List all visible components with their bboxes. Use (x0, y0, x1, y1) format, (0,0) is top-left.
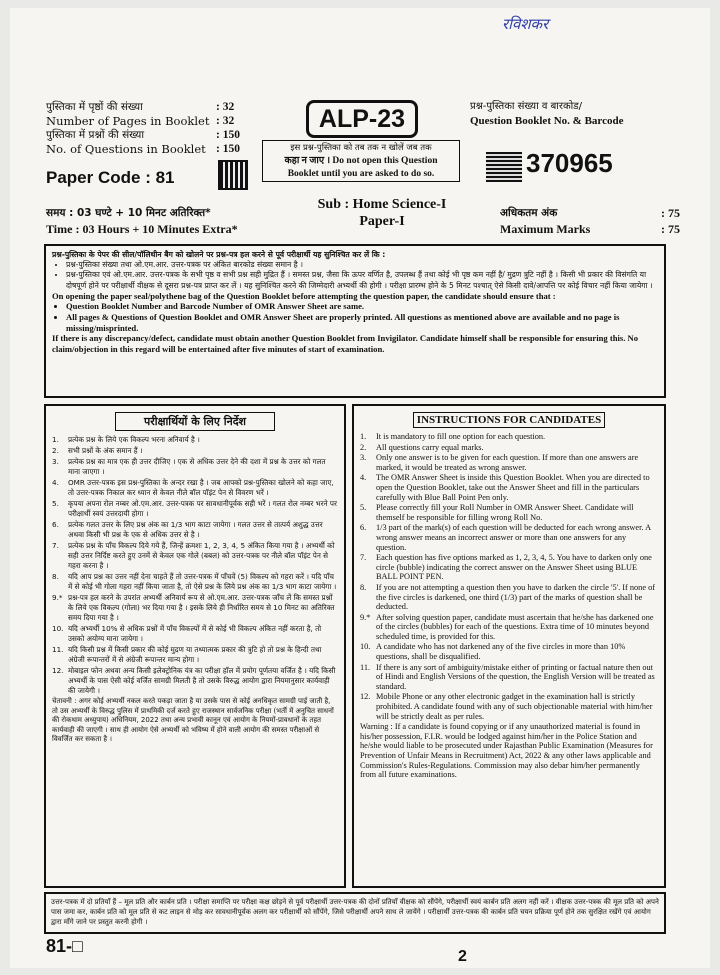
english-instruction-item-text: A candidate who has not darkened any of the five circles in more than 10% questions, shall be disqualified. (376, 642, 626, 662)
questions-label-hindi: पुस्तिका में प्रश्नों की संख्या (46, 129, 145, 141)
hindi-instruction-item (52, 541, 338, 571)
english-instruction-item-text: It is mandatory to fill one option for each question. (376, 432, 546, 441)
hindi-instructions (44, 404, 346, 888)
english-instructions-title: INSTRUCTIONS FOR CANDIDATES (413, 412, 605, 428)
hindi-instruction-item-number: 10. (52, 624, 64, 633)
notice-line-2: कहा न जाए । Do not open this Question (284, 156, 438, 166)
marks-value-hindi: : 75 (661, 206, 680, 220)
handwritten-signature: रविशकर (502, 15, 549, 33)
english-instruction-item-text: The OMR Answer Sheet is inside this Question Booklet. When you are directed to open the Question Booklet, take out the Answer Sheet and fill in the particulars carefully with Blue Ball Point Pen only. (376, 473, 650, 502)
hindi-instruction-item-number: 2. (52, 446, 59, 455)
seal-bullet-hindi-1: • प्रश्न-पुस्तिका संख्या तथा ओ.एम.आर. उत्तर-पत्रक पर अंकित बारकोड संख्या समान है । (66, 260, 658, 270)
english-instructions-list (360, 432, 658, 721)
english-instruction-item (360, 523, 658, 552)
page-number: 2 (458, 948, 467, 965)
time-english: Time : 03 Hours + 10 Minutes Extra* (46, 222, 238, 236)
notice-line-1: इस प्रश्न-पुस्तिका को तब तक न खोलें जब तक (290, 143, 432, 153)
time-hindi: समय : 03 घण्टे + 10 मिनट अतिरिक्त* (46, 207, 211, 219)
english-instruction-item-text: Only one answer is to be given for each question. If more than one answers are marked, it would be treated as wrong answer. (376, 453, 639, 472)
booklet-number-header-english: Question Booklet No. & Barcode (470, 115, 624, 127)
english-instruction-item-number: 7. (360, 553, 367, 563)
hindi-instruction-item-number: 12. (52, 666, 64, 675)
seal-intro-hindi: प्रश्न-पुस्तिका के पेपर की सील/पॉलिथीन बैग को खोलने पर प्रश्न-पत्र हल करने से पूर्व परीक्षार्थी यह सुनिश्चित कर लें कि : (52, 250, 386, 259)
do-not-open-notice (262, 140, 460, 182)
hindi-instruction-item-text: सभी प्रश्नों के अंक समान हैं । (68, 446, 143, 455)
english-instructions (352, 404, 666, 888)
hindi-instruction-item-number: 3. (52, 457, 59, 466)
english-instruction-item-number: 9.* (360, 612, 371, 622)
hindi-instruction-item-text: OMR उत्तर-पत्रक इस प्रश्न-पुस्तिका के अन्दर रखा है । जब आपको प्रश्न-पुस्तिका खोलने को कहा जाए, तो उत्तर-पत्रक निकाल कर ध्यान से केवल नीले बॉल पॉइंट पेन से विवरण भरें । (68, 478, 334, 497)
carbon-copy-note: उत्तर-पत्रक में दो प्रतियाँ हैं – मूल प्रति और कार्बन प्रति । परीक्षा समाप्ति पर परीक्षा कक्ष छोड़ने से पूर्व परीक्षार्थी उत्तर-पत्रक की दोनों प्रतियाँ वीक्षक को सौंपेंगे, परीक्षार्थी स्वयं कार्बन प्रति अलग नहीं करें । वीक्षक उत्तर-पत्रक की मूल प्रति को अपने पास जमा कर, कार्बन प्रति को मूल प्रति से कट लाइन से मोड़ कर सावधानीपूर्वक अलग कर परीक्षार्थी को सौंपेंगे, जिसे परीक्षार्थी अपने साथ ले जायेंगे । परीक्षार्थी उत्तर-पत्रक की कार्बन प्रति चयन प्रक्रिया पूर्ण होने तक सुरक्षित रखेंगे एवं आयोग द्वारा माँगे जाने पर प्रस्तुत करनी होगी । (44, 892, 666, 934)
pages-value: : 32 (216, 101, 235, 113)
english-instruction-item-number: 10. (360, 642, 371, 652)
seal-check-instructions (44, 244, 666, 398)
hindi-instructions-title: परीक्षार्थियों के लिए निर्देश (115, 412, 275, 431)
hindi-instruction-item-number: 8. (52, 572, 59, 581)
marks-value-english: : 75 (661, 222, 680, 236)
exam-time (46, 205, 238, 237)
english-instruction-item-number: 2. (360, 442, 367, 452)
hindi-instruction-item-text: यदि आप प्रश्न का उत्तर नहीं देना चाहते हैं तो उत्तर-पत्रक में पाँचवें (5) विकल्प को गहरा करें । यदि पाँच में से कोई भी गोला गहरा नहीं किया जाता है, तो ऐसे प्रश्न के लिये प्रश्न अंक का 1/3 भाग काटा जायेगा । (68, 572, 337, 591)
english-instruction-item-number: 5. (360, 503, 367, 513)
hindi-instructions-list (52, 435, 338, 696)
english-instruction-item (360, 692, 658, 721)
seal-bullet-hindi-2: • प्रश्न-पुस्तिका एवं ओ.एम.आर. उत्तर-पत्रक के सभी पृष्ठ व सभी प्रश्न सही मुद्रित हैं । समस्त प्रश्न, जैसा कि ऊपर वर्णित है, उपलब्ध हैं तथा कोई भी पृष्ठ कम नहीं है/ मुद्रण त्रुटि नहीं है । किसी भी प्रकार की विसंगति या दोषपूर्ण होने पर परीक्षार्थी वीक्षक से दूसरा प्रश्न-पत्र प्राप्त कर लें । यह सुनिश्चित करने की जिम्मेदारी अभ्यर्थी की होगी । परीक्षा प्रारम्भ होने के 5 मिनट पश्चात् ऐसे किसी दावे/आपत्ति पर कोई विचार नहीं किया जायेगा । (66, 270, 658, 290)
english-instruction-item-text: Mobile Phone or any other electronic gadget in the examination hall is strictly prohibited. A candidate found with any of such objectionable material with him/her will be strictly dealt as per rules. (376, 692, 653, 721)
hindi-instruction-item (52, 572, 338, 592)
english-instruction-item-text: Each question has five options marked as 1, 2, 3, 4, 5. You have to darken only one circle (bubble) indicating the correct answer on the Answer Sheet using BLUE BALL POINT PEN. (376, 553, 652, 582)
english-instruction-item (360, 613, 658, 642)
seal-closing-english: If there is any discrepancy/defect, candidate must obtain another Question Booklet from Invigilator. Candidate himself shall be responsible for ensuring this. No claim/objection in this regard will be entertained after five minutes of start of examination. (52, 333, 639, 354)
booklet-number: 370965 (526, 148, 613, 178)
subject-block (302, 196, 462, 230)
paper-number: Paper-I (359, 214, 405, 229)
english-instruction-item-text: If you are not attempting a question then you have to darken the circle '5'. If none of the five circles is darkened, one third (1/3) part of the marks of question shall be deducted. (376, 582, 655, 612)
english-instruction-item (360, 432, 658, 442)
paper-code: Paper Code : 81 (46, 168, 175, 187)
hindi-instruction-item (52, 666, 338, 696)
barcode-icon (486, 152, 522, 182)
hindi-warning: चेतावनी : अगर कोई अभ्यर्थी नकल करते पकड़ा जाता है या उसके पास से कोई अनधिकृत सामग्री पाई जाती है, तो उस अभ्यर्थी के विरुद्ध पुलिस में प्राथमिकी दर्ज करते हुए राजस्थान सार्वजनिक परीक्षा (भर्ती में अनुचित साधनों की रोकथाम अध्युपाय) अधिनियम, 2022 तथा अन्य प्रभावी कानून एवं आयोग के नियमों-प्रावधानों के तहत कार्यवाही की जाएगी । साथ ही आयोग ऐसे अभ्यर्थी को भविष्य में होने वाली आयोग की समस्त परीक्षाओं से विवर्जित कर सकता है । (52, 697, 334, 744)
english-instruction-item (360, 473, 658, 502)
hindi-instruction-item (52, 520, 338, 540)
hindi-instruction-item-number: 5. (52, 499, 59, 508)
english-instruction-item-text: If there is any sort of ambiguity/mistake either of printing or factual nature then out of Hindi and English Versions of the question, the English Version will be treated as standard. (376, 662, 655, 691)
seal-bullet-english-1: • Question Booklet Number and Barcode Number of OMR Answer Sheet are same. (66, 301, 658, 312)
english-instruction-item-text: Please correctly fill your Roll Number in OMR Answer Sheet. Candidate will themself be responsible for filling wrong Roll No. (376, 503, 634, 522)
hindi-instruction-item-text: मोबाइल फोन अथवा अन्य किसी इलेक्ट्रोनिक यंत्र का परीक्षा हॉल में प्रयोग पूर्णतया वर्जित है । यदि किसी अभ्यर्थी के पास ऐसी कोई वर्जित सामग्री मिलती है तो उसके विरुद्ध आयोग द्वारा नियमानुसार कार्यवाही की जायेगी । (68, 666, 336, 695)
pages-value-2: : 32 (216, 115, 235, 127)
pages-label-hindi: पुस्तिका में पृष्ठों की संख्या (46, 101, 143, 113)
hindi-instruction-item (52, 593, 338, 623)
hindi-instruction-item-number: 9.* (52, 593, 63, 602)
seal-bullet-english-2: • All pages & Questions of Question Booklet and OMR Answer Sheet are properly printed. All questions as mentioned above are available and no page is missing/misprinted. (66, 312, 658, 333)
notice-line-3: Booklet until you are asked to do so. (287, 169, 435, 179)
english-instruction-item-number: 8. (360, 582, 367, 592)
hindi-instruction-item (52, 457, 338, 477)
hindi-instruction-item (52, 645, 338, 665)
hindi-instruction-item-text: कृपया अपना रोल नम्बर ओ.एम.आर. उत्तर-पत्रक पर सावधानीपूर्वक सही भरें । गलत रोल नम्बर भरने पर परीक्षार्थी स्वयं उत्तरदायी होगा । (68, 499, 337, 518)
english-instruction-item (360, 503, 658, 522)
qr-code-icon (218, 160, 248, 190)
english-instruction-item-text: After solving question paper, candidate must ascertain that he/she has darkened one of the circles (bubbles) for each of the questions. Extra time of 10 minutes beyond scheduled time, is provided for this. (376, 612, 654, 641)
questions-value-2: : 150 (216, 143, 240, 155)
hindi-instruction-item (52, 446, 338, 456)
english-instruction-item (360, 553, 658, 582)
english-instruction-item (360, 663, 658, 692)
questions-value: : 150 (216, 129, 240, 141)
hindi-instruction-item-text: प्रत्येक प्रश्न का मात्र एक ही उत्तर दीजिए । एक से अधिक उत्तर देने की दशा में प्रश्न के उत्तर को गलत माना जाएगा । (68, 457, 326, 476)
hindi-instruction-item-text: यदि अभ्यर्थी 10% से अधिक प्रश्नों में पाँच विकल्पों में से कोई भी विकल्प अंकित नहीं करता है, तो उसको अयोग्य माना जायेगा । (68, 624, 322, 643)
english-instruction-item (360, 642, 658, 661)
marks-label-english: Maximum Marks (500, 222, 591, 236)
english-instruction-item (360, 583, 658, 612)
english-instruction-item-text: All questions carry equal marks. (376, 442, 484, 452)
paper-code-footer: 81-□ (46, 936, 83, 956)
hindi-instruction-item-number: 1. (52, 435, 59, 444)
pages-label-english: Number of Pages in Booklet (46, 114, 210, 128)
hindi-instruction-item-text: यदि किसी प्रश्न में किसी प्रकार की कोई मुद्रण या तथ्यात्मक प्रकार की त्रुटि हो तो प्रश्न के हिन्दी तथा अंग्रेजी रूपान्तरों में से अंग्रेजी रूपान्तर मान्य होगा । (68, 645, 322, 664)
hindi-instruction-item (52, 478, 338, 498)
english-instruction-item-number: 3. (360, 453, 367, 463)
booklet-info-table (46, 100, 240, 156)
seal-intro-english: On opening the paper seal/polythene bag of the Question Booklet before attempting the question paper, the candidate should ensure that : (52, 290, 556, 301)
hindi-instruction-item (52, 624, 338, 644)
english-instruction-item-number: 12. (360, 692, 371, 702)
hindi-instruction-item-number: 11. (52, 645, 64, 654)
exam-code-badge: ALP-23 (306, 100, 418, 138)
hindi-instruction-item-number: 6. (52, 520, 59, 529)
english-instruction-item-number: 1. (360, 432, 367, 441)
exam-booklet-page (10, 8, 710, 968)
hindi-instruction-item-text: प्रश्न-पत्र हल करने के उपरांत अभ्यर्थी अनिवार्य रूप से ओ.एम.आर. उत्तर-पत्रक जाँच लें कि समस्त प्रश्नों के लिये एक विकल्प (गोला) भर दिया गया है । इसके लिये ही निर्धारित समय से 10 मिनट का अतिरिक्त समय दिया गया है । (68, 593, 335, 622)
english-instruction-item-number: 11. (360, 662, 371, 672)
english-instruction-item-text: 1/3 part of the mark(s) of each question will be deducted for each wrong answer. A wrong answer means an incorrect answer or more than one answers for any question. (376, 523, 651, 552)
english-instruction-item-number: 4. (360, 473, 367, 483)
maximum-marks (500, 205, 680, 237)
marks-label-hindi: अधिकतम अंक (500, 207, 558, 219)
english-warning: Warning : If a candidate is found copying or if any unauthorized material is found in his/her possession, F.I.R. would be lodged against him/her in the Police Station and he/she would liable to be prosecuted under Rajasthan Public Examination (Measures for Prevention of Unfair Means in Recruitment) Act, 2022 & any other laws applicable and Commission's Rules-Regulations. Commission may also debar him/her permanently from all future examinations. (360, 722, 653, 780)
english-instruction-item (360, 453, 658, 472)
questions-label-english: No. of Questions in Booklet (46, 142, 206, 156)
hindi-instruction-item-text: प्रत्येक प्रश्न के लिये एक विकल्प भरना अनिवार्य है । (68, 435, 200, 444)
subject-name: Sub : Home Science-I (317, 197, 447, 212)
hindi-instruction-item-text: प्रत्येक गलत उत्तर के लिए प्रश्न अंक का 1/3 भाग काटा जायेगा । गलत उत्तर से तात्पर्य अशुद्ध उत्तर अथवा किसी भी प्रश्न के एक से अधिक उत्तर से है । (68, 520, 323, 539)
hindi-instruction-item-number: 7. (52, 541, 59, 550)
english-instruction-item (360, 443, 658, 453)
booklet-number-header-hindi: प्रश्न-पुस्तिका संख्या व बारकोड/ (470, 101, 582, 112)
english-instruction-item-number: 6. (360, 523, 367, 533)
booklet-number-header (470, 100, 624, 128)
hindi-instruction-item (52, 499, 338, 519)
hindi-instruction-item (52, 435, 338, 445)
hindi-instruction-item-text: प्रत्येक प्रश्न के पाँच विकल्प दिये गये हैं, जिन्हें क्रमशः 1, 2, 3, 4, 5 अंकित किया गया है । अभ्यर्थी को सही उत्तर निर्दिष्ट करते हुए उनमें से केवल एक गोले (बबल) को उत्तर-पत्रक पर नीले बॉल पॉइंट पेन से गहरा करना है । (68, 541, 335, 570)
hindi-instruction-item-number: 4. (52, 478, 59, 487)
